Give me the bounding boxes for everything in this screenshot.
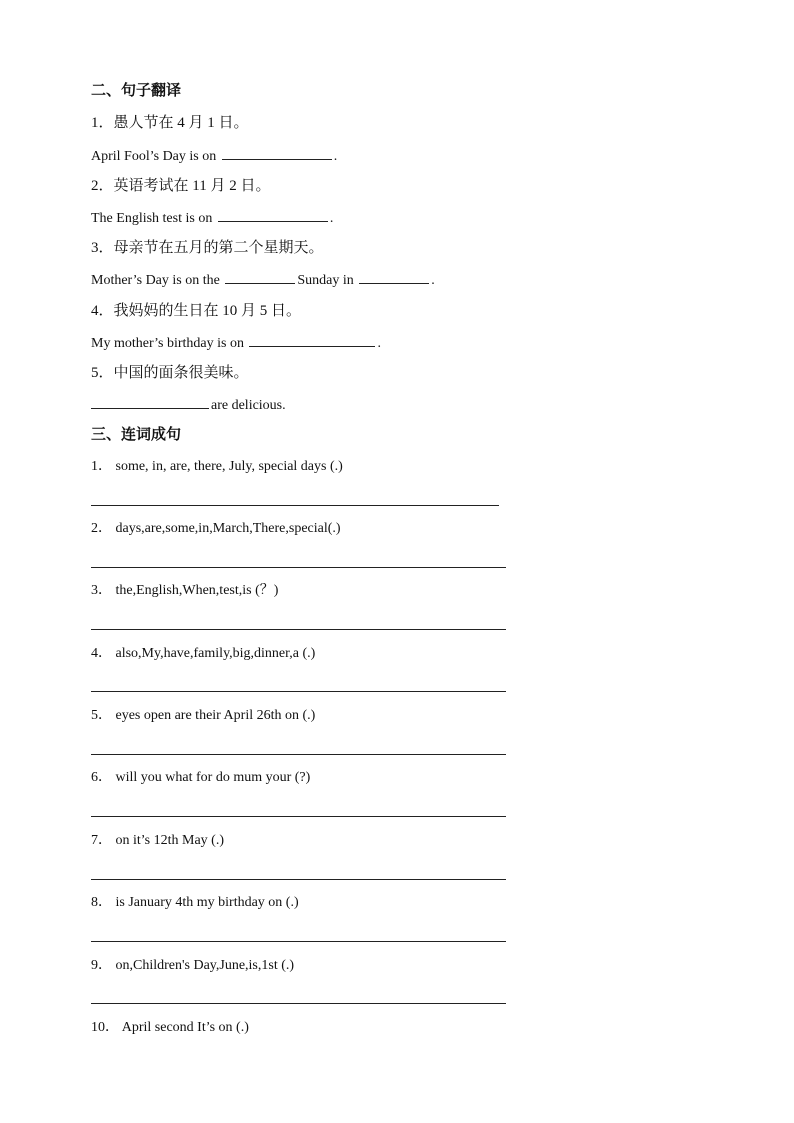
sentence-end: . <box>377 336 381 351</box>
sentence-end: . <box>431 273 435 288</box>
answer-line-6[interactable] <box>91 816 506 817</box>
word-order-prompt-7: 7． on it’s 12th May (.) <box>91 833 224 848</box>
word-order-prompt-4: 4． also,My,have,family,big,dinner,a (.) <box>91 646 316 661</box>
translation-prompt-4: 4．我妈妈的生日在 10 月 5 日。 <box>91 303 302 319</box>
translation-prompt-2: 2．英语考试在 11 月 2 日。 <box>91 178 271 194</box>
word-order-prompt-9: 9． on,Children's Day,June,is,1st (.) <box>91 958 295 973</box>
translation-prompt-1: 1．愚人节在 4 月 1 日。 <box>91 115 249 131</box>
word-order-prompt-5: 5． eyes open are their April 26th on (.) <box>91 708 316 723</box>
answer-blank[interactable] <box>218 208 328 222</box>
translation-sentence-1 <box>91 146 337 166</box>
sentence-text: The English test is on <box>91 211 213 226</box>
sentence-text: Sunday in <box>297 273 354 288</box>
translation-sentence-5 <box>91 395 286 415</box>
answer-line-5[interactable] <box>91 754 506 755</box>
translation-sentence-3 <box>91 270 435 290</box>
word-order-prompt-8: 8． is January 4th my birthday on (.) <box>91 895 299 910</box>
translation-sentence-2 <box>91 208 333 228</box>
word-order-prompt-1: 1． some, in, are, there, July, special days (.) <box>91 459 343 474</box>
answer-blank[interactable] <box>222 146 332 160</box>
translation-prompt-5: 5．中国的面条很美味。 <box>91 365 249 381</box>
answer-line-3[interactable] <box>91 629 506 630</box>
sentence-text: My mother’s birthday is on <box>91 336 244 351</box>
sentence-text: April Fool’s Day is on <box>91 149 217 164</box>
sentence-end: . <box>333 149 338 164</box>
answer-line-9[interactable] <box>91 1003 506 1004</box>
answer-line-7[interactable] <box>91 879 506 880</box>
word-order-prompt-6: 6． will you what for do mum your (?) <box>91 770 311 785</box>
translation-prompt-3: 3．母亲节在五月的第二个星期天。 <box>91 240 324 256</box>
sentence-end: . <box>329 211 334 226</box>
translation-sentence-4 <box>91 333 381 353</box>
answer-line-1[interactable] <box>91 505 499 506</box>
answer-line-2[interactable] <box>91 567 506 568</box>
sentence-text: are delicious. <box>211 398 286 413</box>
section-heading-translation: 二、句子翻译 <box>91 83 182 99</box>
word-order-prompt-10: 10． April second It’s on (.) <box>91 1020 249 1035</box>
answer-blank[interactable] <box>359 270 429 284</box>
word-order-prompt-2: 2． days,are,some,in,March,There,special(.) <box>91 521 341 536</box>
answer-blank[interactable] <box>249 333 375 347</box>
sentence-text: Mother’s Day is on the <box>91 273 220 288</box>
answer-line-4[interactable] <box>91 691 506 692</box>
answer-line-8[interactable] <box>91 941 506 942</box>
section-heading-word-order: 三、连词成句 <box>91 427 182 443</box>
answer-blank[interactable] <box>225 270 295 284</box>
answer-blank[interactable] <box>91 395 209 409</box>
word-order-prompt-3: 3． the,English,When,test,is (？) <box>91 583 279 598</box>
